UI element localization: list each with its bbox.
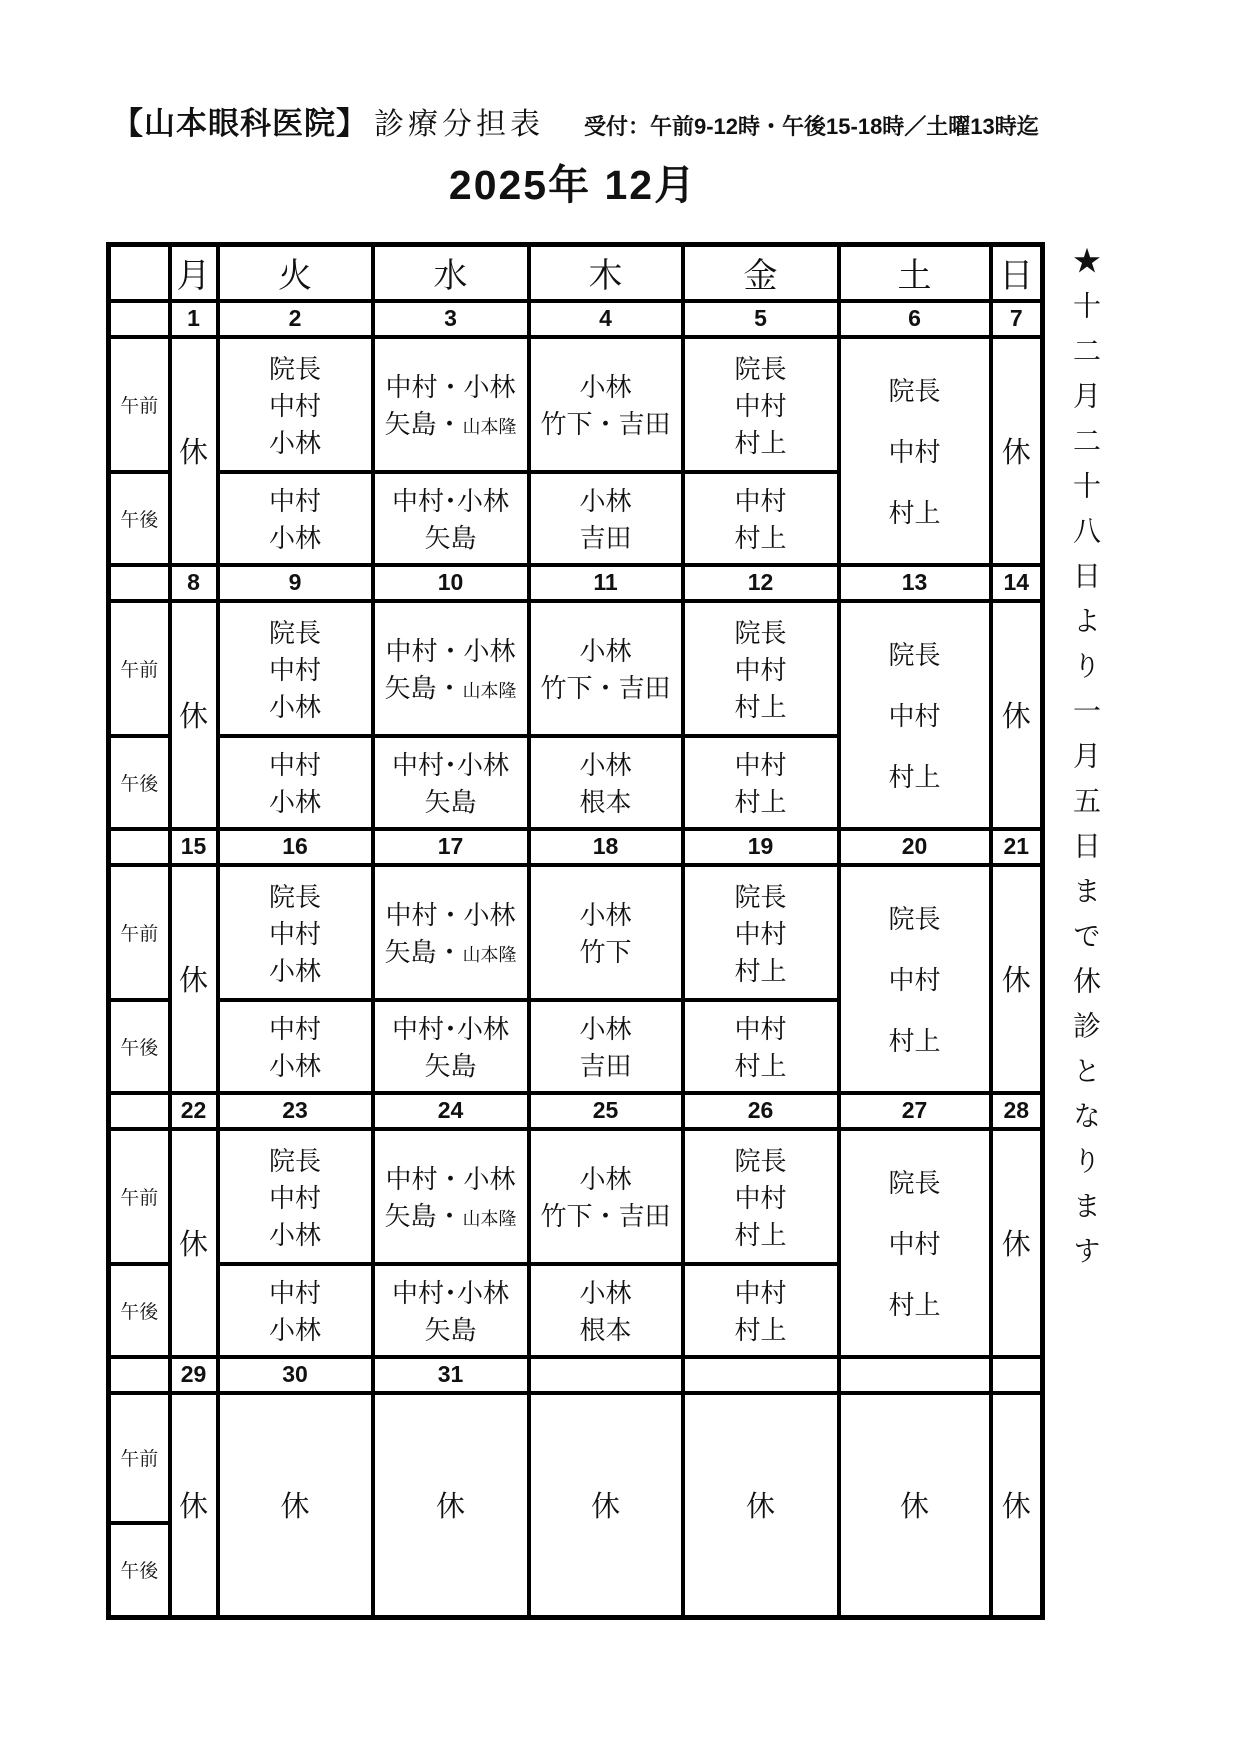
date-cell: 23 xyxy=(218,1093,373,1129)
date-cell: 17 xyxy=(373,829,529,865)
morning-label: 午前 xyxy=(109,1129,170,1264)
staff-cell-tue-pm: 中村 小林 xyxy=(218,1000,373,1093)
closed-cell: 休 xyxy=(683,1393,839,1618)
staff-cell-thu-am: 小林 竹下 xyxy=(529,865,683,1000)
closed-cell-monday: 休 xyxy=(170,1129,218,1357)
date-cell: 5 xyxy=(683,301,839,337)
staff-cell-fri-pm: 中村 村上 xyxy=(683,1264,839,1357)
holiday-note: ★十二月二十八日より一月五日まで休診となります xyxy=(1070,246,1101,1281)
staff-cell-sat-allday: 院長 中村 村上 xyxy=(839,865,991,1093)
staff-cell-tue-am: 院長 中村 小林 xyxy=(218,601,373,736)
staff-cell-fri-am: 院長 中村 村上 xyxy=(683,865,839,1000)
date-cell: 25 xyxy=(529,1093,683,1129)
staff-cell-tue-am: 院長 中村 小林 xyxy=(218,1129,373,1264)
weekday-header: 月 xyxy=(170,245,218,301)
staff-cell-thu-pm: 小林 根本 xyxy=(529,736,683,829)
afternoon-label: 午後 xyxy=(109,1523,170,1618)
weekday-header: 金 xyxy=(683,245,839,301)
staff-cell-tue-pm: 中村 小林 xyxy=(218,1264,373,1357)
date-cell xyxy=(683,1357,839,1393)
date-cell: 27 xyxy=(839,1093,991,1129)
staff-cell-fri-pm: 中村 村上 xyxy=(683,736,839,829)
closed-cell-monday: 休 xyxy=(170,865,218,1093)
date-cell: 3 xyxy=(373,301,529,337)
date-cell: 10 xyxy=(373,565,529,601)
staff-cell-fri-am: 院長 中村 村上 xyxy=(683,1129,839,1264)
date-cell: 29 xyxy=(170,1357,218,1393)
staff-cell-thu-am: 小林 竹下・吉田 xyxy=(529,337,683,472)
closed-cell: 休 xyxy=(991,1393,1043,1618)
closed-cell-sunday: 休 xyxy=(991,865,1043,1093)
staff-cell-wed-pm: 中村･小林 矢島 xyxy=(373,1264,529,1357)
closed-cell-monday: 休 xyxy=(170,337,218,565)
date-cell: 1 xyxy=(170,301,218,337)
afternoon-label: 午後 xyxy=(109,1000,170,1093)
staff-cell-wed-am: 中村・小林 矢島・山本隆 xyxy=(373,601,529,736)
staff-cell-thu-am: 小林 竹下・吉田 xyxy=(529,1129,683,1264)
date-cell: 11 xyxy=(529,565,683,601)
closed-cell: 休 xyxy=(218,1393,373,1618)
weekday-header: 土 xyxy=(839,245,991,301)
date-cell: 24 xyxy=(373,1093,529,1129)
morning-label: 午前 xyxy=(109,601,170,736)
closed-cell: 休 xyxy=(839,1393,991,1618)
staff-cell-sat-allday: 院長 中村 村上 xyxy=(839,601,991,829)
date-cell: 16 xyxy=(218,829,373,865)
staff-cell-wed-am: 中村・小林 矢島・山本隆 xyxy=(373,865,529,1000)
date-cell: 30 xyxy=(218,1357,373,1393)
date-cell xyxy=(991,1357,1043,1393)
doc-type: 診療分担表 xyxy=(374,108,544,141)
closed-cell-monday: 休 xyxy=(170,601,218,829)
morning-label: 午前 xyxy=(109,865,170,1000)
doc-header xyxy=(112,98,1039,143)
staff-cell-wed-pm: 中村･小林 矢島 xyxy=(373,1000,529,1093)
date-cell: 8 xyxy=(170,565,218,601)
date-cell: 31 xyxy=(373,1357,529,1393)
staff-cell-tue-am: 院長 中村 小林 xyxy=(218,865,373,1000)
staff-cell-wed-pm: 中村･小林 矢島 xyxy=(373,472,529,565)
afternoon-label: 午後 xyxy=(109,1264,170,1357)
staff-cell-thu-pm: 小林 吉田 xyxy=(529,472,683,565)
date-cell: 7 xyxy=(991,301,1043,337)
date-cell: 26 xyxy=(683,1093,839,1129)
staff-cell-tue-pm: 中村 小林 xyxy=(218,736,373,829)
corner-cell xyxy=(109,245,170,301)
date-cell: 9 xyxy=(218,565,373,601)
date-cell: 18 xyxy=(529,829,683,865)
closed-cell-sunday: 休 xyxy=(991,601,1043,829)
closed-cell: 休 xyxy=(373,1393,529,1618)
date-cell: 13 xyxy=(839,565,991,601)
staff-cell-thu-pm: 小林 吉田 xyxy=(529,1000,683,1093)
closed-cell: 休 xyxy=(529,1393,683,1618)
staff-cell-thu-am: 小林 竹下・吉田 xyxy=(529,601,683,736)
weekday-header: 水 xyxy=(373,245,529,301)
month-title: 2025年 12月 xyxy=(448,162,698,208)
morning-label: 午前 xyxy=(109,337,170,472)
weekday-header: 日 xyxy=(991,245,1043,301)
staff-cell-wed-am: 中村・小林 矢島・山本隆 xyxy=(373,1129,529,1264)
date-cell: 21 xyxy=(991,829,1043,865)
staff-cell-sat-allday: 院長 中村 村上 xyxy=(839,1129,991,1357)
date-cell: 28 xyxy=(991,1093,1043,1129)
date-cell: 19 xyxy=(683,829,839,865)
date-cell: 14 xyxy=(991,565,1043,601)
date-cell: 12 xyxy=(683,565,839,601)
date-row-spacer xyxy=(109,301,170,337)
weekday-header: 木 xyxy=(529,245,683,301)
date-cell xyxy=(529,1357,683,1393)
weekday-header: 火 xyxy=(218,245,373,301)
date-cell: 22 xyxy=(170,1093,218,1129)
date-row-spacer xyxy=(109,565,170,601)
closed-cell-sunday: 休 xyxy=(991,337,1043,565)
closed-cell: 休 xyxy=(170,1393,218,1618)
reception-hours: 受付：午前9-12時・午後15-18時／土曜13時迄 xyxy=(584,114,1039,139)
date-cell: 20 xyxy=(839,829,991,865)
date-row-spacer xyxy=(109,829,170,865)
afternoon-label: 午後 xyxy=(109,736,170,829)
clinic-name: 【山本眼科医院】 xyxy=(112,106,368,141)
date-cell xyxy=(839,1357,991,1393)
date-cell: 4 xyxy=(529,301,683,337)
staff-cell-wed-pm: 中村･小林 矢島 xyxy=(373,736,529,829)
afternoon-label: 午後 xyxy=(109,472,170,565)
date-cell: 6 xyxy=(839,301,991,337)
staff-cell-fri-pm: 中村 村上 xyxy=(683,472,839,565)
staff-cell-sat-allday: 院長 中村 村上 xyxy=(839,337,991,565)
staff-cell-wed-am: 中村・小林 矢島・山本隆 xyxy=(373,337,529,472)
schedule-table xyxy=(106,242,1045,1620)
staff-cell-fri-pm: 中村 村上 xyxy=(683,1000,839,1093)
staff-cell-tue-pm: 中村 小林 xyxy=(218,472,373,565)
closed-cell-sunday: 休 xyxy=(991,1129,1043,1357)
staff-cell-thu-pm: 小林 根本 xyxy=(529,1264,683,1357)
date-row-spacer xyxy=(109,1093,170,1129)
date-cell: 15 xyxy=(170,829,218,865)
morning-label: 午前 xyxy=(109,1393,170,1523)
staff-cell-tue-am: 院長 中村 小林 xyxy=(218,337,373,472)
staff-cell-fri-am: 院長 中村 村上 xyxy=(683,601,839,736)
date-cell: 2 xyxy=(218,301,373,337)
date-row-spacer xyxy=(109,1357,170,1393)
staff-cell-fri-am: 院長 中村 村上 xyxy=(683,337,839,472)
